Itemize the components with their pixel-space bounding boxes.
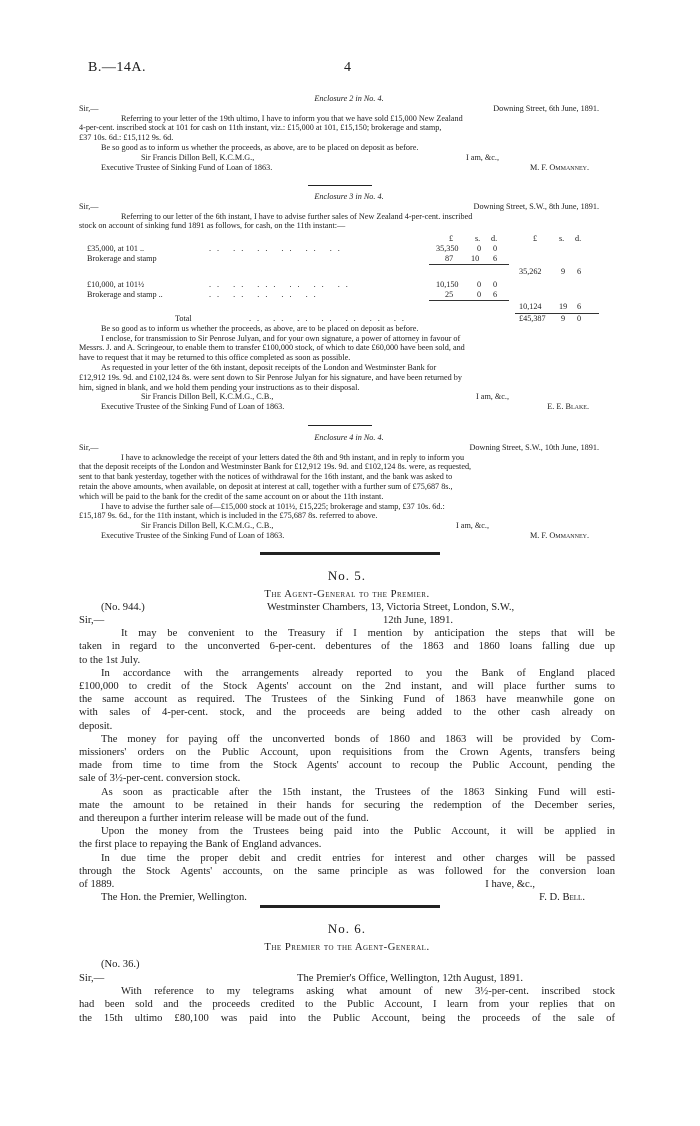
subtotal-rule <box>429 264 509 265</box>
cell: 35,262 <box>519 267 542 276</box>
enclosure-3 <box>79 192 619 231</box>
signature: M. F. Ommanney. <box>530 530 589 540</box>
divider <box>308 185 372 186</box>
letter-date: Downing Street, 6th June, 1891. <box>493 103 599 113</box>
body-line: In accordance with the arrangements already reported to you the Bank of England placed <box>101 667 615 679</box>
body-line: mate the amount to be retained in their hands for securing the redemption of the December series, <box>79 799 615 811</box>
body-line: £37 10s. 6d.: £15,112 9s. 6d. <box>79 133 174 143</box>
signature: E. E. Blake. <box>547 402 589 412</box>
enclosure-title: Enclosure 2 in No. 4. <box>314 94 384 103</box>
cell: 9 <box>561 267 566 276</box>
cell: 6 <box>577 302 582 311</box>
leader-dots: .. .. .. .. .. <box>209 290 322 299</box>
cell: 19 <box>559 302 568 311</box>
closing: I have, &c., <box>485 879 535 891</box>
letter-ref: (No. 944.) <box>101 602 145 614</box>
enclosure-title: Enclosure 3 in No. 4. <box>314 192 384 201</box>
closing: I am, &c., <box>476 392 509 402</box>
page-number: 4 <box>344 60 351 75</box>
cell: 6 <box>493 290 498 299</box>
salutation: Sir,— <box>79 201 99 211</box>
row-label: £10,000, at 101½ <box>87 280 145 289</box>
cell: 35,350 <box>436 244 459 253</box>
cell: 6 <box>493 254 498 263</box>
body-line: which will be paid to the bank for the credit of the same account on or about the 11th instant. <box>79 491 384 501</box>
body-line: of 1889. <box>79 879 115 891</box>
total-value: 9 <box>561 314 566 323</box>
section-heading: No. 6. <box>327 921 367 936</box>
cell: 0 <box>477 280 482 289</box>
signature-line <box>79 402 619 412</box>
body-line: £100,000 to credit of the Stock Agents' account on the 2nd instant, and will place further sums to <box>79 681 615 693</box>
sender-address: Westminster Chambers, 13, Victoria Street, London, S.W., <box>267 602 515 614</box>
cell: 10,124 <box>519 302 542 311</box>
reference-line <box>79 958 615 972</box>
salutation-line <box>79 972 615 985</box>
body-line: The money for paying off the unconverted bonds of 1860 and 1863 will be provided by Com- <box>101 733 615 745</box>
salutation: Sir,— <box>79 615 105 627</box>
body-line: In due time the proper debit and credit entries for interest and other charges will be passed <box>101 852 615 864</box>
cell: 0 <box>477 244 482 253</box>
salutation-line <box>79 104 619 114</box>
closing: I am, &c., <box>466 152 499 162</box>
body-line: 4-per-cent. inscribed stock at 101 for cash on 11th instant, viz.: £15,000 at 101, £15,150; brokerage and stamp, <box>79 123 442 133</box>
addressee: Sir Francis Dillon Bell, K.C.M.G., C.B., <box>141 392 274 402</box>
col-head: s. <box>475 234 481 243</box>
signature-line <box>79 891 615 904</box>
cell: 0 <box>493 280 498 289</box>
section-subheading: The Premier to the Agent-General. <box>264 942 430 953</box>
body-line: made from time to time from the Stock Agents' account to recoup the Public Account, pending the <box>79 760 615 772</box>
body-line: £12,912 19s. 9d. and £102,124 8s. were sent down to Sir Penrose Julyan for his signature, and have been returned by <box>79 372 462 382</box>
body-line: Messrs. J. and A. Scringeour, to enable them to transfer £100,000 stock, of which to date £60,000 have been sold, and <box>79 343 465 353</box>
body-line: With reference to my telegrams asking what amount of new 3½-per-cent. inscribed stock <box>121 986 615 998</box>
closing-line <box>79 153 619 163</box>
salutation: Sir,— <box>79 103 99 113</box>
signature-line <box>79 531 619 541</box>
salutation-line <box>79 202 619 212</box>
cell: 0 <box>493 244 498 253</box>
body-line: him, signed in blank, and we hold them pending your instructions as to their disposal. <box>79 382 360 392</box>
addressee: Sir Francis Dillon Bell, K.C.M.G., <box>141 152 255 162</box>
letter-date: Downing Street, S.W., 8th June, 1891. <box>473 201 599 211</box>
body-line: £15,187 9s. 6d., for the 11th instant, which is included in the £75,687 8s. referred to above. <box>79 511 378 521</box>
body-line: had been sold and the proceeds credited to the Public Account, I learn from your replies that on <box>79 999 615 1011</box>
enclosure-4 <box>79 433 619 541</box>
leader-dots: .. .. ... .. .. .. <box>209 280 354 289</box>
signature: F. D. Bell. <box>539 892 585 904</box>
signature: M. F. Ommanney. <box>530 162 589 172</box>
addressee: The Hon. the Premier, Wellington. <box>101 892 247 904</box>
body-line: that the deposit receipts of the London and Westminster Bank for £12,912 19s. 9d. and £102,124 8s. were, as requested, <box>79 462 472 472</box>
row-label: £35,000, at 101 .. <box>87 244 145 253</box>
cell: 10 <box>471 254 480 263</box>
sales-table <box>79 234 619 324</box>
letter-date: Downing Street, S.W., 10th June, 1891. <box>469 442 599 452</box>
body-line: I have to acknowledge the receipt of your letters dated the 8th and 9th instant, and in reply to inform you <box>121 452 465 462</box>
letter-date: 12th June, 1891. <box>383 615 454 627</box>
col-head: d. <box>575 234 582 243</box>
body-line: As requested in your letter of the 6th instant, deposit receipts of the London and Westminster Bank for <box>101 362 437 372</box>
body-line: Upon the money from the Trustees being paid into the Public Account, it will be applied in <box>101 826 615 838</box>
body-line: have to request that it may be returned to this office completed as soon as possible. <box>79 353 351 363</box>
reference-line <box>79 601 615 614</box>
page-reference: B.—14A. <box>88 60 146 75</box>
cell: 6 <box>577 267 582 276</box>
body-line: stock on account of sinking fund 1891 as follows, for cash, on the 11th instant:— <box>79 221 346 231</box>
body-line: Referring to our letter of the 6th instant, I have to advise further sales of New Zealand 4-per-cent. inscribed <box>121 211 473 221</box>
body-line: through the Stock Agents' accounts, on the same principle as was followed for the conversion loan <box>79 865 615 877</box>
col-head: £ <box>449 234 454 243</box>
section-heading: No. 5. <box>327 568 367 583</box>
cell: 87 <box>445 254 454 263</box>
body-line: sale of 3½-per-cent. conversion stock. <box>79 773 241 785</box>
body-line: to the 1st July. <box>79 654 141 666</box>
addressee: Sir Francis Dillon Bell, K.C.M.G., C.B., <box>141 521 274 531</box>
col-head: d. <box>491 234 498 243</box>
salutation-line <box>79 614 615 627</box>
row-label: Brokerage and stamp .. <box>87 290 163 299</box>
leader-dots: .. .. .. .. .. .. .. <box>249 314 410 323</box>
body-line: As soon as practicable after the 15th instant, the Trustees of the 1863 Sinking Fund will esti- <box>101 786 615 798</box>
letter-date: The Premier's Office, Wellington, 12th August, 1891. <box>297 973 524 985</box>
body-line: and thereupon a further interim release will be made out of the fund. <box>79 813 369 825</box>
body-line: I enclose, for transmission to Sir Penrose Julyan, and for your own signature, a power of attorney in favour of <box>101 333 461 343</box>
cell: 0 <box>477 290 482 299</box>
enclosure-3-total <box>79 314 619 412</box>
trustee-title: Executive Trustee of the Sinking Fund of Loan of 1863. <box>101 402 285 412</box>
signature-line <box>79 163 619 173</box>
salutation: Sir,— <box>79 973 105 985</box>
body-line: Be so good as to inform us whether the proceeds, as above, are to be placed on deposit as before. <box>101 323 419 333</box>
body-line: I have to advise the further sale of—£15,000 stock at 101½, £15,225; brokerage and stamp, £37 10s. 6d.: <box>101 501 445 511</box>
trustee-title: Executive Trustee of the Sinking Fund of Loan of 1863. <box>101 530 285 540</box>
section-divider <box>260 905 440 908</box>
row-label: Brokerage and stamp <box>87 254 157 263</box>
body-line: missioners' orders on the Public Account, upon requisitions from the Crown Agents, transfers being <box>79 747 615 759</box>
enclosure-2 <box>79 94 619 172</box>
body-line: Be so good as to inform us whether the proceeds, as above, are to be placed on deposit as before. <box>101 142 419 152</box>
subtotal-rule <box>429 300 509 301</box>
total-value: £45,387 <box>519 314 546 323</box>
cell: 25 <box>445 290 454 299</box>
closing-line <box>79 878 615 891</box>
body-line: the first place to repaying the Bank of England advances. <box>79 839 322 851</box>
body-line: with sales of 4-per-cent. stock, and the proceeds are being added to the other cash already on <box>79 707 615 719</box>
trustee-title: Executive Trustee of Sinking Fund of Loan of 1863. <box>101 162 273 172</box>
salutation-line <box>79 443 619 453</box>
closing: I am, &c., <box>456 521 489 531</box>
body-line: deposit. <box>79 720 113 732</box>
col-head: £ <box>533 234 538 243</box>
body-line: It may be convenient to the Treasury if I mention by anticipation the steps that will be <box>121 628 615 640</box>
salutation: Sir,— <box>79 442 99 452</box>
body-line: retain the above amounts, when available, on deposit at interest at call, together with a further sum of £75,687 8s., <box>79 481 453 491</box>
total-row <box>79 314 619 324</box>
body-line: taken in regard to the unconverted 6-per-cent. debentures of the 1863 and 1860 loans falling due up <box>79 641 615 653</box>
col-head: s. <box>559 234 565 243</box>
closing-line <box>79 521 619 531</box>
body-line: sent to that bank yesterday, together with the notices of withdrawal for the 16th instant, and the bank was asked to <box>79 472 453 482</box>
section-subheading: The Agent-General to the Premier. <box>264 589 430 600</box>
body-line: Referring to your letter of the 19th ultimo, I have to inform you that we have sold £15,000 New Zealand <box>121 113 463 123</box>
letter-ref: (No. 36.) <box>101 959 140 971</box>
body-line: the 15th ultimo £80,100 was paid into the Public Account, being the proceeds of the sale of <box>79 1012 615 1024</box>
letter-no-5 <box>79 568 615 904</box>
enclosure-title: Enclosure 4 in No. 4. <box>314 433 384 442</box>
letter-no-6 <box>79 921 615 1025</box>
section-divider <box>260 552 440 555</box>
cell: 10,150 <box>436 280 459 289</box>
total-value: 0 <box>577 314 582 323</box>
total-label: Total <box>175 314 192 323</box>
body-line: the same account as required. The Trustees of the Sinking Fund of 1863 have meanwhile gone on <box>79 694 615 706</box>
divider <box>308 425 372 426</box>
closing-line <box>79 392 619 402</box>
leader-dots: .. .. .. .. .. .. <box>209 244 346 253</box>
